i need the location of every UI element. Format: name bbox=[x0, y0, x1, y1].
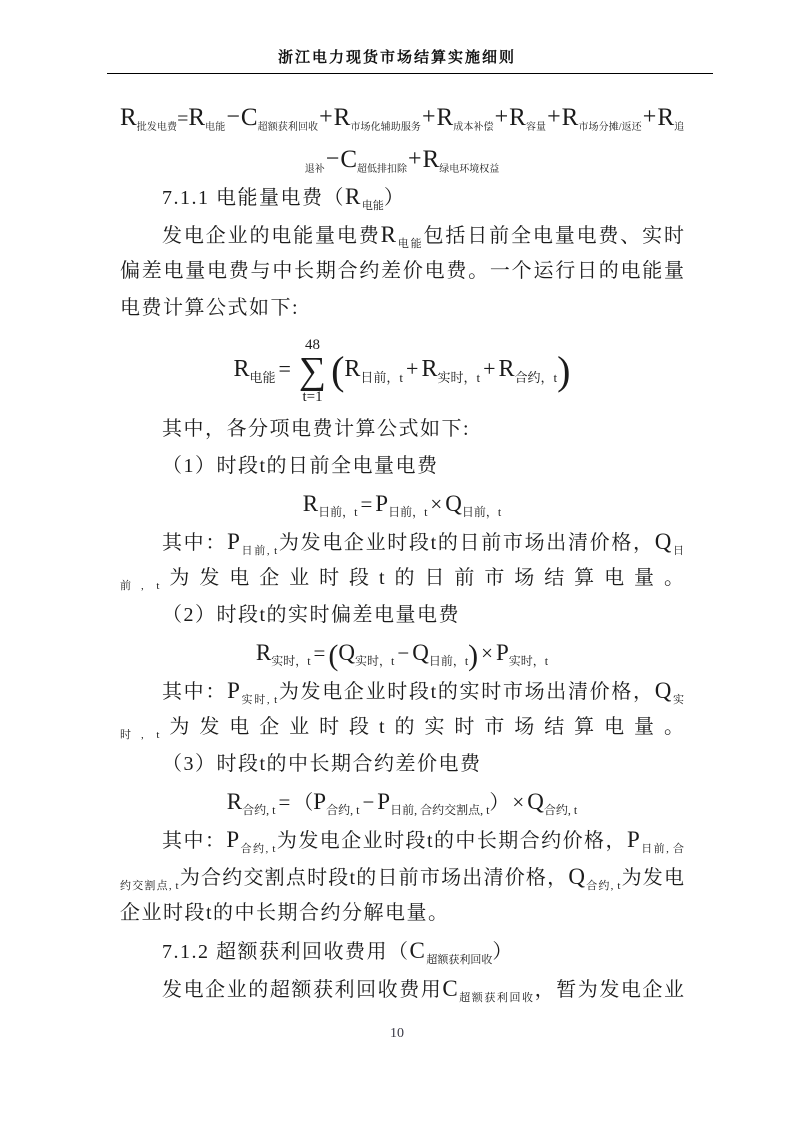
para-real-time-note-line1 bbox=[120, 672, 684, 709]
subscript: 追 bbox=[674, 122, 685, 133]
subscript: 实时, t bbox=[239, 694, 278, 706]
item-2-title bbox=[120, 597, 684, 634]
sigma-sum-icon bbox=[299, 337, 326, 406]
subscript: 日前，t bbox=[388, 505, 428, 519]
subscript: 超低排扣除 bbox=[357, 164, 407, 175]
formula-variable: R bbox=[120, 104, 137, 131]
formula-variable: R bbox=[380, 222, 396, 247]
operator: + bbox=[547, 104, 561, 130]
text-run: （2）时段t的实时偏差电量电费 bbox=[162, 604, 461, 626]
formula-variable: C bbox=[409, 938, 427, 963]
formula-variable: C bbox=[442, 976, 458, 1001]
formula-variable: P bbox=[227, 529, 240, 554]
text-run: ） bbox=[489, 792, 510, 814]
formula-variable: R bbox=[344, 356, 361, 382]
operator: − bbox=[397, 641, 410, 665]
subscript: 合约, t bbox=[326, 803, 360, 817]
subscript: 退补 bbox=[304, 164, 325, 175]
formula-variable: R bbox=[509, 104, 526, 131]
subscript: 约交割点, t bbox=[120, 880, 179, 892]
formula-variable: P bbox=[226, 827, 240, 852]
text-run: （ bbox=[293, 792, 314, 814]
subscript: 超额获利回收 bbox=[426, 954, 493, 966]
subscript: 合约, t bbox=[584, 880, 621, 892]
subscript: 超额获利回收 bbox=[257, 122, 319, 133]
formula-variable: P bbox=[626, 827, 640, 852]
operator: × bbox=[512, 790, 525, 814]
para-day-ahead-note-line2 bbox=[120, 560, 684, 597]
subscript: 日前，t bbox=[461, 505, 502, 519]
text-run: 其中，各分项电费计算公式如下: bbox=[162, 418, 471, 440]
formula-variable: P bbox=[313, 789, 327, 814]
formula-variable: R bbox=[498, 356, 515, 382]
para-energy-fee-line1 bbox=[120, 216, 684, 253]
formula-variable: Q bbox=[338, 640, 355, 665]
subscript: 批发电费 bbox=[136, 122, 178, 133]
formula-variable: R bbox=[657, 104, 674, 131]
operator: + bbox=[421, 104, 436, 130]
para-contract-note-line3 bbox=[120, 895, 684, 932]
operator: = bbox=[313, 641, 326, 665]
paren: ( bbox=[328, 639, 339, 672]
operator: × bbox=[430, 492, 443, 516]
text-run: 为发电企业时段t的日前市场结算电量。 bbox=[159, 567, 684, 589]
subscript: 日前, 合 bbox=[639, 843, 685, 855]
formula-variable: Q bbox=[445, 491, 462, 516]
sig-top: 48 bbox=[305, 336, 321, 353]
subscript: 日前，t bbox=[318, 505, 358, 519]
text-run: 7.1.1 电能量电费（ bbox=[162, 187, 345, 209]
formula-variable: Q bbox=[654, 529, 672, 554]
heading-7-1-1 bbox=[120, 178, 684, 216]
para-contract-note-line1 bbox=[120, 821, 684, 858]
formula-variable: Q bbox=[654, 678, 672, 703]
text-run: 发电企业的超额获利回收费用 bbox=[162, 979, 443, 1001]
subscript: 时, t bbox=[120, 729, 160, 741]
subscript: 日 bbox=[671, 545, 685, 557]
text-run: 包括日前全电量电费、实时 bbox=[423, 225, 685, 247]
formula-variable: C bbox=[340, 146, 357, 173]
subscript: 容量 bbox=[525, 122, 547, 133]
operator: = bbox=[278, 356, 291, 381]
formula-contract bbox=[120, 783, 684, 821]
text-run: 偏差电量电费与中长期合约差价电费。一个运行日的电能量 bbox=[120, 260, 684, 282]
heading-7-1-2 bbox=[120, 932, 684, 970]
text-run: 其中： bbox=[162, 681, 228, 703]
subscript: 合约, t bbox=[543, 803, 578, 817]
formula-variable: R bbox=[333, 104, 351, 131]
paren: ) bbox=[557, 348, 571, 393]
operator: + bbox=[319, 104, 333, 130]
para-day-ahead-note-line1 bbox=[120, 523, 684, 560]
formula-variable: P bbox=[227, 678, 240, 703]
text-run: 企业时段t的中长期合约分解电量。 bbox=[120, 902, 450, 924]
operator: + bbox=[408, 146, 422, 172]
formula-variable: Q bbox=[412, 640, 429, 665]
formula-energy-total-sum bbox=[120, 327, 684, 411]
operator: − bbox=[362, 790, 375, 814]
operator: + bbox=[642, 104, 657, 130]
formula-variable: R bbox=[421, 356, 438, 382]
text-run: 7.1.2 超额获利回收费用（ bbox=[162, 941, 410, 963]
subscript: 超额获利回收 bbox=[457, 992, 535, 1004]
subscript: 日前, t bbox=[239, 545, 278, 557]
text-run: 为发电企业时段t的日前市场出清价格， bbox=[277, 532, 655, 554]
subscript: 实时，t bbox=[437, 370, 481, 385]
formula-variable: R bbox=[255, 640, 272, 665]
operator: + bbox=[406, 356, 419, 381]
item-1-title bbox=[120, 448, 684, 485]
formula-variable: Q bbox=[568, 864, 585, 889]
operator: + bbox=[494, 104, 509, 130]
formula-variable: P bbox=[375, 491, 389, 516]
formula-variable: Q bbox=[527, 789, 544, 814]
operator: = bbox=[360, 492, 373, 516]
subscript: 前, t bbox=[120, 580, 160, 592]
text-run: （1）时段t的日前全电量电费 bbox=[162, 455, 439, 477]
formula-real-time bbox=[120, 634, 684, 672]
formula-wholesale-fee-line1 bbox=[120, 94, 684, 140]
formula-variable: R bbox=[345, 184, 362, 209]
text-run: 为合约交割点时段t的日前市场出清价格， bbox=[178, 867, 569, 889]
paren: ) bbox=[468, 639, 479, 672]
subscript: 实时，t bbox=[355, 654, 395, 668]
text-run: ，暂为发电企业 bbox=[534, 979, 685, 1001]
subscript: 电能 bbox=[395, 238, 424, 250]
para-subitem-intro bbox=[120, 411, 684, 448]
sig-bot: t=1 bbox=[302, 389, 323, 406]
formula-day-ahead bbox=[120, 485, 684, 523]
page-header-title: 浙江电力现货市场结算实施细则 bbox=[277, 50, 516, 66]
operator: − bbox=[325, 146, 340, 172]
formula-variable: R bbox=[436, 104, 454, 131]
subscript: 电能 bbox=[361, 200, 384, 212]
operator: − bbox=[226, 104, 240, 130]
formula-variable: R bbox=[188, 104, 206, 131]
subscript: 日前, 合约交割点, t bbox=[390, 803, 490, 817]
formula-variable: R bbox=[226, 789, 243, 814]
subscript: 电能 bbox=[205, 122, 226, 133]
operator: + bbox=[483, 356, 496, 381]
text-run: ） bbox=[492, 941, 514, 963]
para-excess-profit-line1 bbox=[120, 970, 684, 1007]
item-3-title bbox=[120, 746, 684, 783]
paren: ( bbox=[331, 348, 345, 393]
operator: × bbox=[481, 641, 493, 665]
formula-wholesale-fee-line2 bbox=[120, 140, 684, 178]
subscript: 绿电环境权益 bbox=[439, 164, 500, 175]
subscript: 成本补偿 bbox=[453, 122, 494, 133]
subscript: 实时，t bbox=[508, 654, 549, 668]
formula-variable: R bbox=[422, 146, 440, 173]
document-body bbox=[120, 88, 684, 1007]
operator: = bbox=[278, 790, 291, 814]
formula-variable: C bbox=[240, 104, 258, 131]
subscript: 实时，t bbox=[271, 654, 311, 668]
subscript: 实 bbox=[671, 694, 685, 706]
text-run: 发电企业的电能量电费 bbox=[162, 225, 381, 247]
text-run: ） bbox=[383, 187, 406, 209]
subscript: 市场分摊/返还 bbox=[578, 122, 642, 133]
formula-variable: P bbox=[496, 640, 509, 665]
text-run: 其中： bbox=[162, 830, 227, 852]
formula-variable: R bbox=[233, 356, 250, 382]
sig-mid: ∑ bbox=[298, 350, 327, 393]
text-run: 为发电企业时段t的实时市场结算电量。 bbox=[159, 716, 684, 738]
page-number: 10 bbox=[390, 1026, 404, 1041]
text-run: 其中： bbox=[162, 532, 228, 554]
para-energy-fee-line3 bbox=[120, 290, 684, 327]
operator: = bbox=[177, 108, 189, 130]
text-run: 电费计算公式如下: bbox=[120, 297, 300, 319]
formula-variable: P bbox=[377, 789, 391, 814]
subscript: 市场化辅助服务 bbox=[350, 122, 421, 133]
text-run: 为发电 bbox=[620, 867, 685, 889]
text-run: 为发电企业时段t的中长期合约价格， bbox=[275, 830, 627, 852]
formula-variable: R bbox=[561, 104, 579, 131]
subscript: 合约, t bbox=[242, 803, 276, 817]
subscript: 日前，t bbox=[360, 370, 404, 385]
text-run: 为发电企业时段t的实时市场出清价格， bbox=[277, 681, 655, 703]
para-energy-fee-line2 bbox=[120, 253, 684, 290]
text-run: （3）时段t的中长期合约差价电费 bbox=[162, 753, 482, 775]
subscript: 日前，t bbox=[428, 654, 469, 668]
para-contract-note-line2 bbox=[120, 858, 684, 895]
subscript: 合约，t bbox=[514, 370, 558, 385]
formula-variable: R bbox=[302, 491, 319, 516]
header-rule bbox=[107, 73, 713, 74]
subscript: 合约, t bbox=[239, 843, 276, 855]
subscript: 电能 bbox=[249, 370, 276, 385]
para-real-time-note-line2 bbox=[120, 709, 684, 746]
